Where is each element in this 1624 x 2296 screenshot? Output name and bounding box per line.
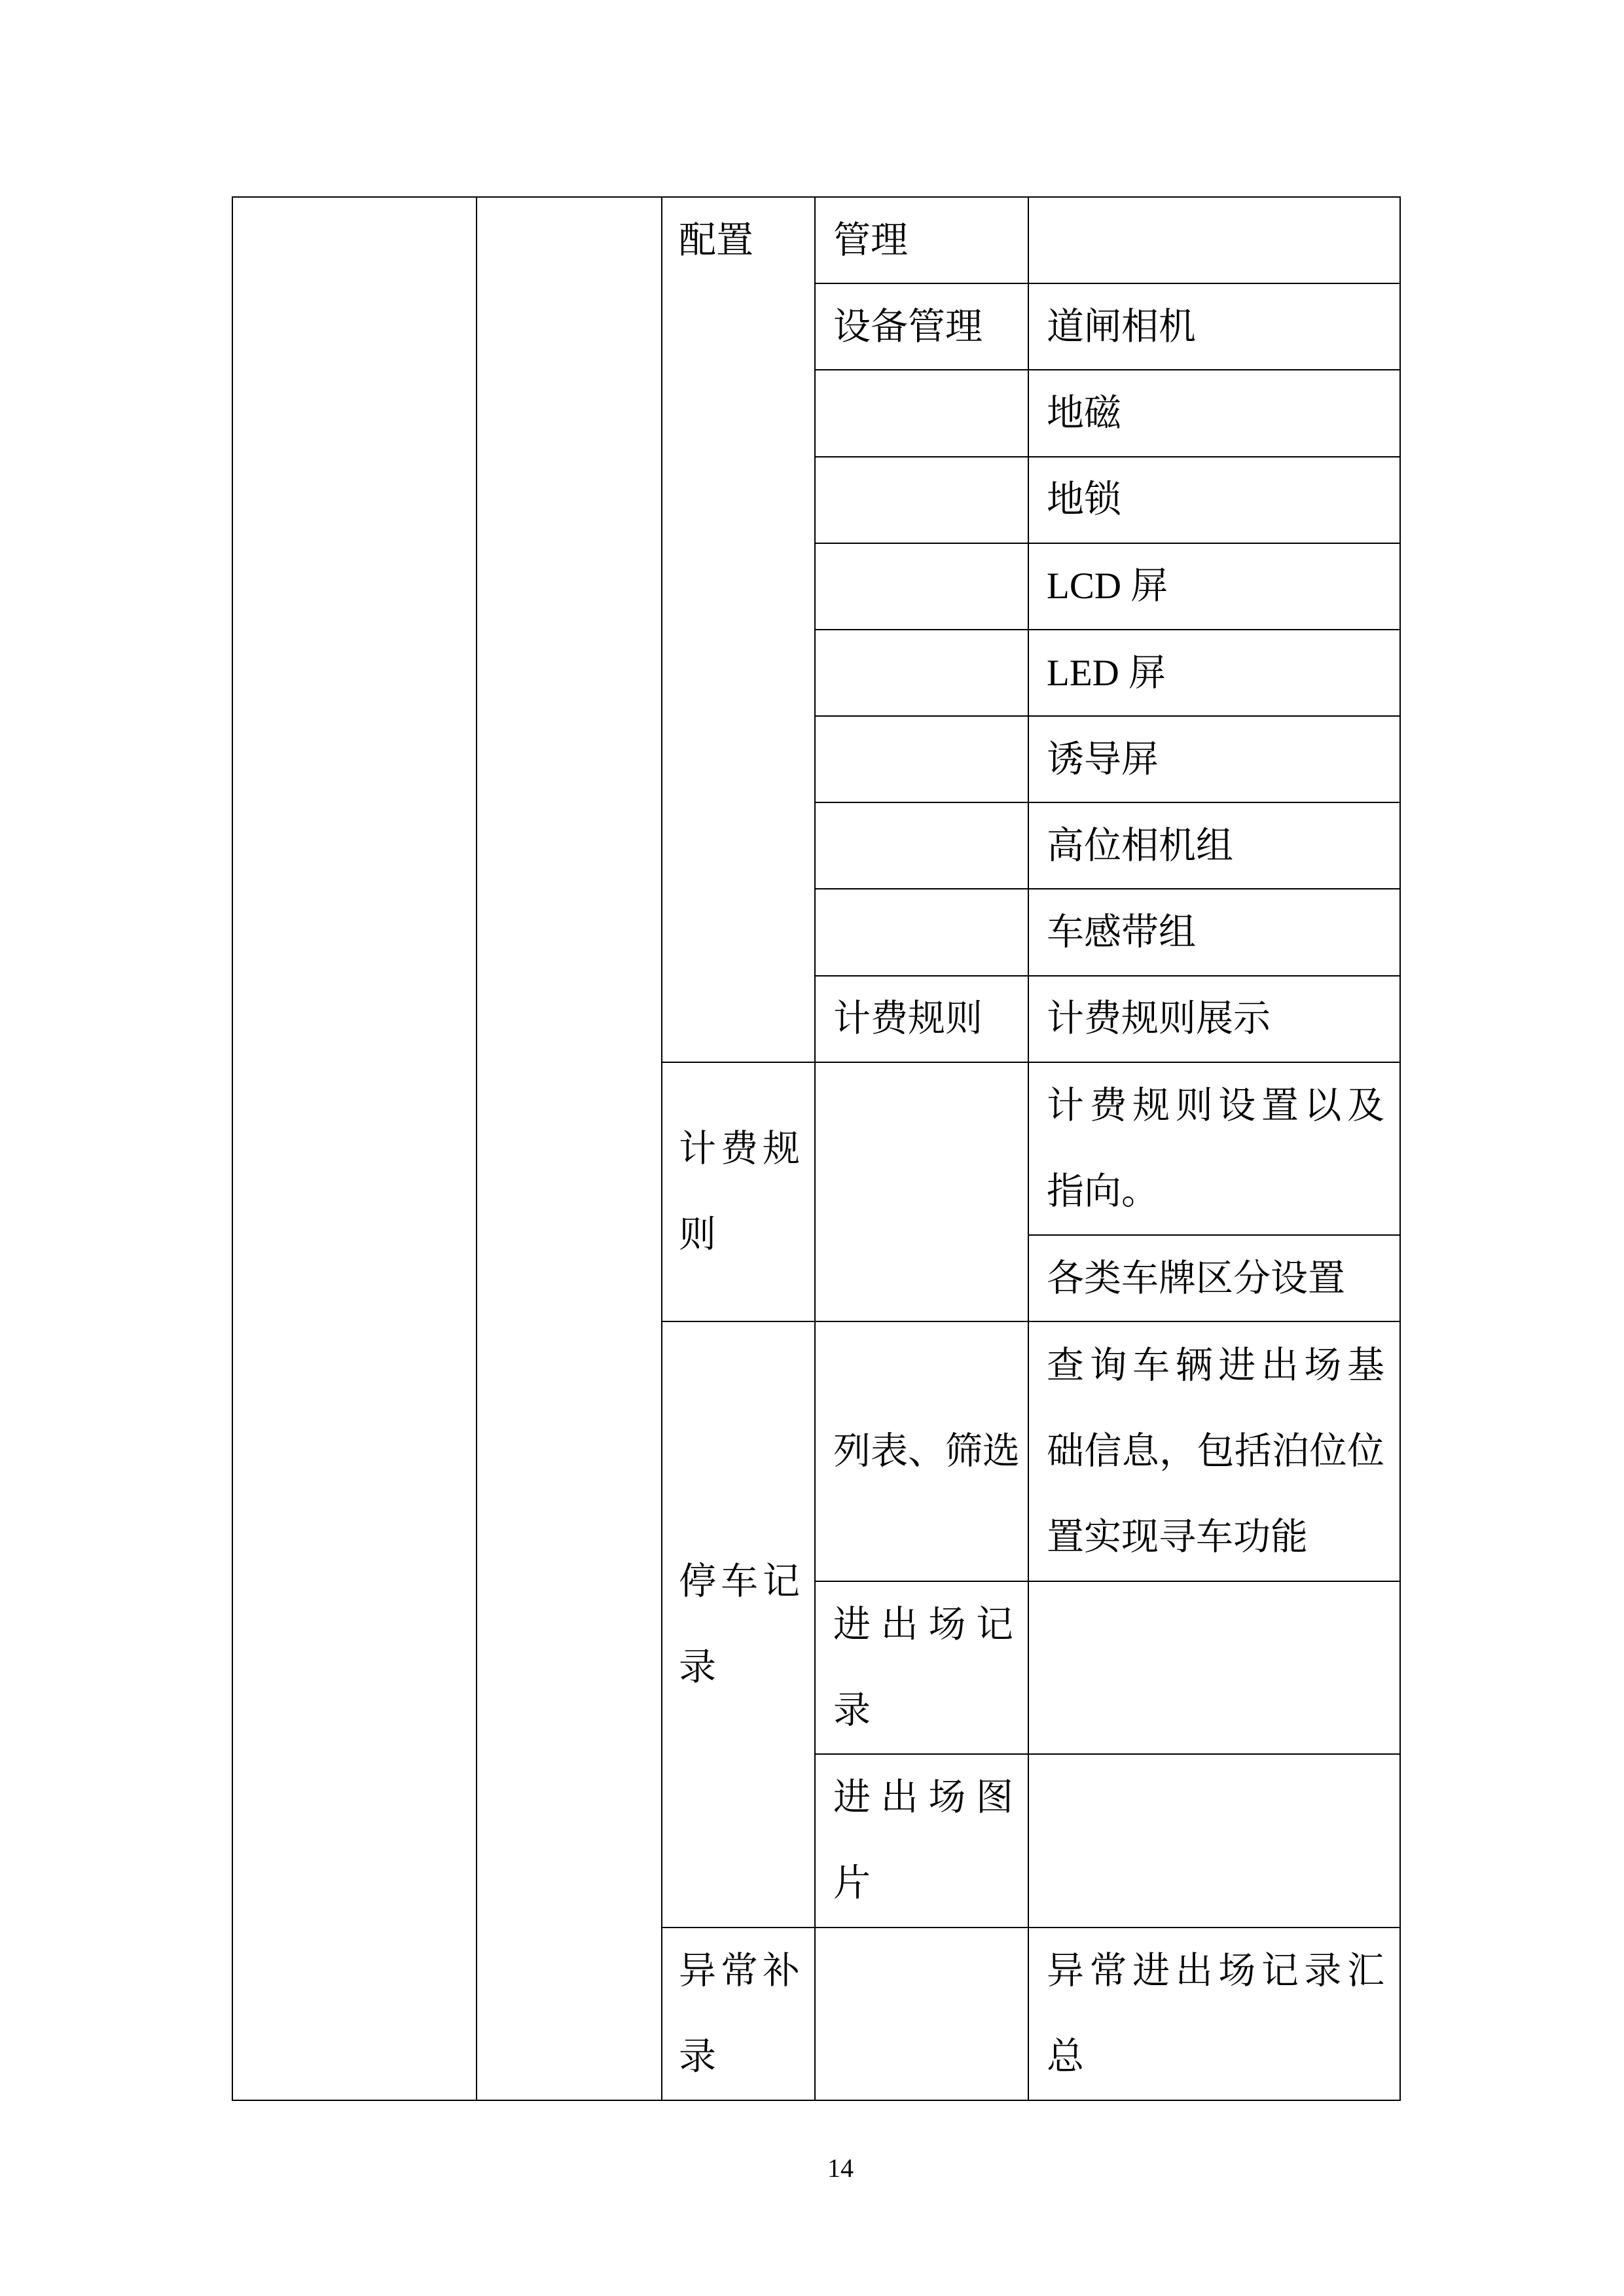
detail-cell xyxy=(1029,717,1401,803)
item-label: 列表、筛选 xyxy=(833,1431,1020,1473)
item-label: 计费规则 xyxy=(833,998,983,1040)
detail-cell xyxy=(1029,1928,1401,2101)
item-cell xyxy=(816,1322,1029,1582)
detail-label-line: 查询车辆进出场基 xyxy=(1047,1345,1384,1387)
item-label-line: 进出场图 xyxy=(833,1777,1013,1819)
empty-cell xyxy=(1029,1582,1401,1755)
category-label-line: 异常补 xyxy=(679,1950,800,1992)
feature-table xyxy=(232,196,1401,2101)
detail-label: 高位相机组 xyxy=(1047,825,1233,867)
detail-cell xyxy=(1029,1063,1401,1236)
detail-cell xyxy=(1029,630,1401,717)
empty-cell xyxy=(816,457,1029,544)
category-label-line: 录 xyxy=(679,2036,716,2077)
detail-label-line: 各类车牌区分设置 xyxy=(1047,1257,1345,1299)
item-label: 管理 xyxy=(833,219,908,261)
item-label: 设备管理 xyxy=(833,306,983,348)
empty-cell xyxy=(816,370,1029,457)
detail-label: 计费规则展示 xyxy=(1047,998,1271,1040)
category-cell-config xyxy=(662,198,816,1063)
detail-cell xyxy=(1029,284,1401,370)
category-label: 配置 xyxy=(679,220,753,261)
category-label-line: 则 xyxy=(679,1214,716,1256)
detail-label: LED 屏 xyxy=(1047,652,1166,694)
detail-label: LCD 屏 xyxy=(1047,565,1168,607)
empty-cell xyxy=(1029,1755,1401,1928)
page-number: 14 xyxy=(827,2153,854,2183)
item-cell xyxy=(816,1755,1029,1928)
item-cell xyxy=(816,284,1029,370)
detail-cell xyxy=(1029,370,1401,457)
detail-cell xyxy=(1029,1322,1401,1582)
detail-label-line: 础信息，包括泊位位 xyxy=(1047,1431,1384,1473)
detail-label: 地磁 xyxy=(1047,392,1121,434)
category-label-line: 录 xyxy=(679,1646,716,1688)
category-cell-billing-rules xyxy=(662,1063,816,1323)
detail-cell xyxy=(1029,803,1401,889)
item-label-line: 片 xyxy=(833,1863,871,1905)
item-label-line: 录 xyxy=(833,1690,871,1732)
empty-cell xyxy=(816,803,1029,889)
detail-cell xyxy=(1029,889,1401,976)
empty-cell xyxy=(816,889,1029,976)
empty-cell xyxy=(816,717,1029,803)
empty-cell xyxy=(816,1063,1029,1323)
detail-cell xyxy=(1029,1236,1401,1322)
detail-label-line: 置实现寻车功能 xyxy=(1047,1516,1308,1558)
detail-label: 诱导屏 xyxy=(1047,738,1159,780)
empty-cell xyxy=(816,1928,1029,2101)
detail-label-line: 计费规则设置以及 xyxy=(1047,1085,1384,1126)
detail-label: 地锁 xyxy=(1047,479,1121,521)
category-cell-parking-records xyxy=(662,1322,816,1928)
empty-cell xyxy=(1029,198,1401,284)
empty-cell xyxy=(816,630,1029,717)
item-cell xyxy=(816,198,1029,284)
detail-label-line: 异常进出场记录汇 xyxy=(1047,1950,1384,1992)
detail-cell xyxy=(1029,457,1401,544)
item-label-line: 进出场记 xyxy=(833,1604,1013,1646)
detail-label: 道闸相机 xyxy=(1047,306,1196,348)
category-cell-exception-supplement xyxy=(662,1928,816,2101)
detail-label-line: 指向。 xyxy=(1047,1170,1159,1212)
detail-cell xyxy=(1029,544,1401,630)
detail-cell xyxy=(1029,977,1401,1063)
empty-cell xyxy=(816,544,1029,630)
item-cell xyxy=(816,1582,1029,1755)
table-cell-col1-blank xyxy=(233,198,477,2101)
table-cell-col2-blank xyxy=(477,198,662,2101)
detail-label-line: 总 xyxy=(1047,2036,1084,2077)
category-label-line: 计费规 xyxy=(679,1128,800,1170)
category-label-line: 停车记 xyxy=(679,1560,800,1602)
detail-label: 车感带组 xyxy=(1047,912,1196,954)
item-cell xyxy=(816,977,1029,1063)
